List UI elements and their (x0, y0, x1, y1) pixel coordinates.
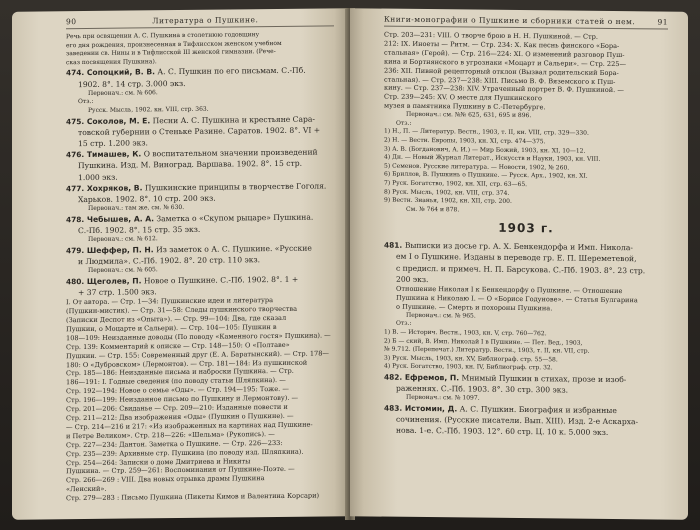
line-text: 1902. 8°. 14 стр. 3.000 экз. (78, 78, 186, 89)
line-text: (Пушкин-мистик). — Стр. 31—58: Следы пушкинского творчества (66, 304, 298, 316)
line-text: Стр. 185—186: Неизданные письма и наброски Пушкина. — Стр. (66, 367, 294, 378)
line-text: Пушкин, о Моцарте и Сальери). — Стр. 104—105: Пушкин в (66, 322, 277, 334)
line-text: Пушкина к Николаю I. — О «Борисе Годунове». — Статья Булгарина (396, 293, 638, 305)
entry-number: 483. (384, 403, 405, 413)
line-text: сказ посвящения Пушкина). (66, 58, 157, 66)
right-page (350, 8, 688, 520)
entry-number: 476. (66, 150, 87, 160)
right-running-head (384, 15, 668, 30)
line-text: и Людмила». С.-Пб. 1902. 8°. 20 стр. 110 экз. (78, 255, 260, 267)
line-text: и Петре Великом». Стр. 218—226: «Шельма» (Рукопись). — (66, 429, 275, 440)
line-text: 212: IX. Иноеты — Ритм. — Стр. 234: Х. Как песнь финского «Бора- (384, 39, 620, 50)
line-text: 2) Б — ский, В. Имп. Николай I в Пушкине. — Пет. Вед., 1903, (384, 337, 583, 347)
line-text: Харьков. 1902. 8°. 10 стр. 200 экз. (78, 193, 216, 205)
left-page (12, 8, 348, 520)
line-text: Стр. 201—206: Свиданье — Стр. 209—210: Изданные повести и (66, 402, 288, 414)
line-text: Стр. 254—264: Записки о доме Дмитриева и Никиты (66, 456, 251, 467)
entry-number: 475. (66, 116, 87, 126)
line-text: Первонач.: см. № 605. (88, 266, 158, 275)
line-text: Русск. Мысль, 1902, кн. VIII, стр. 363. (88, 105, 209, 114)
line-text: Отношение Николая I к Бенкендорфу о Пушкине. — Отношение (396, 284, 623, 296)
entry-number: 480. (66, 276, 87, 286)
line-text: I. От автора. — Стр. 1—34: Пушкинские идеи и литература (66, 296, 274, 307)
right-text-block (384, 31, 668, 440)
line-text: (Записки Деспот из «Опыта»). — Стр. 99—104: Два, где сказал (66, 313, 287, 325)
line-text: 1) В. — Историч. Вестн., 1903, кн. V, стр. 760—762. (384, 328, 547, 338)
line-text: раженнях. С.-Пб. 1903. 8°. 30 стр. 300 экз. (396, 383, 568, 395)
entry-author: Шеффер, П. Н. (86, 245, 154, 255)
line-text: Песни А. С. Пушкина и крестьяне Сара- (150, 114, 315, 125)
entry-author: Соколов, М. Е. (86, 115, 151, 126)
line-text: кину. — Стр. 237—238: XIV. Утраченный портрет В. Ф. Пушкиной. — (384, 84, 624, 95)
line-text: Первонач.: см. № 606. (88, 89, 158, 97)
line-text: 9) Вестн. Знанья, 1902, кн. XII, стр. 200. (384, 196, 512, 206)
entry-number: 482. (384, 372, 405, 382)
line-text: о Пушкине. — Смерть и похороны Пушкина. (396, 302, 553, 313)
line-text: 1.000 экз. (78, 172, 118, 182)
line-text: 108—109: Неизданные доводы (По поводу «Каменного гостя» Пушкина). — (66, 331, 331, 343)
line-text: Первонач.: см. № 1097. (406, 394, 480, 402)
left-page-number: 90 (66, 17, 77, 27)
line-text: Стр. 279—283 : Письмо Пушкина (Пикеты Кимов и Валентина Корсари) (66, 491, 320, 503)
left-text-block (66, 30, 334, 503)
line-text: Отз.: (78, 98, 94, 106)
line-text: 5) Семенов. Русские литература. — Новости, 1902, № 260. (384, 162, 570, 172)
line-text: нова. 1-е. С.-Пб. 1903. 12°. 60 стр. Ц. 10 к. 5.000 экз. (396, 426, 609, 438)
line-text: 2) Н. — Вестн. Европы, 1903, кн. XI, стр. 474—375. (384, 136, 546, 146)
line-text: товской губернии о Стеньке Разине. Саратов. 1902. 8°. VI + (78, 125, 321, 137)
line-text: 180: О «Дубровском» (Лермонтов). — Стр. 181—184: Из пушкинской (66, 358, 308, 369)
right-running-title: Книги-монографии о Пушкине и сборники статей о нем. (384, 14, 636, 27)
line-text: музея в памятника Пушкину в С.-Петербурге. (384, 101, 546, 112)
line-text: Стр. 192—194: Новое о семье «Оды». — Стр. 194—195: Тоже. — (66, 385, 289, 396)
line-text: Пушкинские принципы в творчестве Гоголя. (142, 181, 327, 193)
line-text: 4) Дн. — Новый Журнал Литерат., Искусств и Науки, 1903, кн. VIII. (384, 153, 601, 163)
line-text: 6) Бриллов, В. Пушкинь о Пушкине. — Русск. Арх., 1902, кн. XI. (384, 170, 588, 181)
line-text: Стр. 203—231: VIII. О творче брою в Н. Н. Пушкиной. — Стр. (384, 30, 598, 41)
line-text: 3) Руск. Мысль, 1903, кн. XV, Библиограф. стр. 55—58. (384, 354, 558, 364)
text-line (66, 492, 334, 504)
line-text: Выписки из досье гр. А. Х. Бенкендорфа и Имп. Никола- (404, 241, 633, 253)
line-text: Первонач.: см. № 612. (88, 235, 158, 244)
line-text: Речь при освящении А. С. Пушкина в столетнюю годовщину (66, 31, 260, 41)
left-running-title: Литература о Пушкине. (152, 15, 259, 26)
line-text: Первонач.: там же, см. № 630. (88, 204, 185, 213)
line-text: 186—191: I. Годные сведения (по поводу статьи Шляпкина). — (66, 376, 286, 387)
entry-author: Ефремов, П. (404, 372, 460, 383)
line-text: «Ленский». (66, 484, 107, 494)
line-text: 3) А. В. (Богданович, А. И.) — Мир Божий, 1903, кн. XI, 10—12. (384, 145, 586, 155)
line-text: ем I о Пушкине. Изданы в переводе гр. Е. П. Шереметевой, (396, 252, 637, 264)
line-text: + 37 стр. 1.500 экз. (78, 287, 157, 298)
entry-number: 479. (66, 245, 87, 255)
line-text: — Стр. 214—216 и 217: «Из изображенных на картинах над Пушкине- (66, 420, 313, 432)
entry-author: Тимашев, К. (86, 149, 142, 160)
line-text: заведении св. Нины и в Тифлисской III женской гимназии. (Рече- (66, 48, 276, 58)
line-text: О воспитательном значении произведений (141, 147, 318, 159)
entry-author: Чебышев, А. А. (86, 214, 154, 224)
text-line (384, 205, 668, 217)
line-text: Стр. 266—269 : VIII. Два новых отрывка драмы Пушкина (66, 474, 265, 485)
line-text: 200 экз. (396, 274, 429, 284)
line-text: Пушкина. Изд. М. Виноград. Варшава. 1902. 8°. 15 стр. (78, 159, 302, 171)
line-text: Новое о Пушкине. С.-Пб. 1902. 8°. 1 + (141, 274, 299, 286)
entry-number: 474. (66, 68, 87, 78)
entry-number: 478. (66, 214, 87, 224)
line-text: 8) Руск. Мысль, 1902, кн. VIII, стр. 374. (384, 188, 510, 197)
left-running-head (66, 14, 334, 29)
line-text: кина и Бортнянского в угрознаки «Моцарт и Сальери». — Стр. 225— (384, 57, 627, 68)
line-text: 236: XII. Пивной рецепторный отклон (Вызвал родительский Бора- (384, 66, 619, 77)
line-text: Стр. 235—239: Архивные стр. Пушкина (по поводу изд. Шляпкина). (66, 447, 304, 458)
line-text: Стр. 196—199: Неизданное письмо по Пушкину и Лермонтову). — (66, 393, 299, 405)
entry-author: Хохряков, В. (86, 183, 143, 193)
line-text: сочинения. (Русские писатели. Вып. XIII). Изд. 2-е Аскарха- (396, 414, 639, 427)
entry-number: 477. (66, 183, 87, 193)
line-text: 15 стр. 1.200 экз. (78, 138, 148, 149)
line-text: Из заметок о А. С. Пушкине. «Русские (153, 243, 312, 255)
line-text: См. № 764 и 878. (406, 205, 460, 214)
line-text: 7) Руск. Богатство, 1902, кн. XII, стр. 63—65. (384, 179, 528, 188)
line-text: 1) Н., П. — Литератур. Вестн., 1903, т. II, кн. VIII, стр. 329—330. (384, 127, 589, 138)
entry-author: Щеголев, П. (86, 276, 142, 286)
line-text: Стр. 239—245: XV. О месте для Пушкинского (384, 92, 542, 103)
line-text: его дня рождения, произнесенная в Тифлисском женском учебном (66, 39, 282, 49)
line-text: Стр. 227—234: Дантон. Заметка о Пушкине. — Стр. 226—233: (66, 438, 283, 449)
open-book (12, 4, 688, 524)
line-text: Стр. 139: Комментарий к описке — Стр. 148—150: О «Полтаве» (66, 340, 290, 351)
right-page-number: 91 (657, 17, 668, 27)
line-text: Отз.: (396, 119, 412, 127)
line-text: Заметка о «Скупом рыцаре» Пушкина. (154, 212, 314, 224)
line-text: Отз.: (396, 320, 412, 328)
line-text: 4) Руск. Богатство, 1903, кн. IV, Библиограф. стр. 32. (384, 362, 553, 372)
line-text: Пушкина. — Стр. 259—261: Воспоминания от Пушкине-Поэте. — (66, 465, 295, 476)
line-text: Мнимый Пушкин в стихах, прозе и изоб- (459, 373, 627, 385)
line-text: Стр. 211—212: Два изображения «Оды» (Пушкин о Пушкине). — (66, 411, 294, 423)
line-text: А. С. Пушкин по его письмам. С.-Пб. (155, 66, 306, 77)
line-text: Первонач.: см. № 965. (406, 311, 476, 320)
entry-author: Сопоцкий, В. В. (86, 67, 156, 78)
line-text: стальная» (Герой). — Стр. 216—224: XI. О изменений разговор Пуш- (384, 48, 625, 59)
line-text: С.-Пб. 1902. 8°. 15 стр. 35 экз. (78, 224, 201, 236)
line-text: № 9.712. (Перепечат.) Литератур. Вестн., 1903, т. II, кн. VII, стр. (384, 345, 590, 355)
line-text: Пушкин. — Стр. 155: Современный друг (Е. А. Баратынский). — Стр. 178— (66, 349, 330, 360)
entry-author: Истомин, Д. (404, 403, 458, 414)
line-text: Первонач.: см. №№ 625, 631, 695 и 896. (406, 110, 532, 120)
year-heading: 1903 г. (498, 221, 554, 236)
line-text: стальная). — Стр. 237—238: XIII. Письмо В. Ф. Вяземского к Пуш- (384, 75, 616, 86)
entry-number: 481. (384, 240, 405, 251)
line-text: с предисл. и примеч. Н. П. Барсукова. С.-Пб. 1903. 8°. 23 стр. (396, 263, 646, 276)
line-text: А. С. Пушкин. Биография и избранные (457, 404, 617, 415)
